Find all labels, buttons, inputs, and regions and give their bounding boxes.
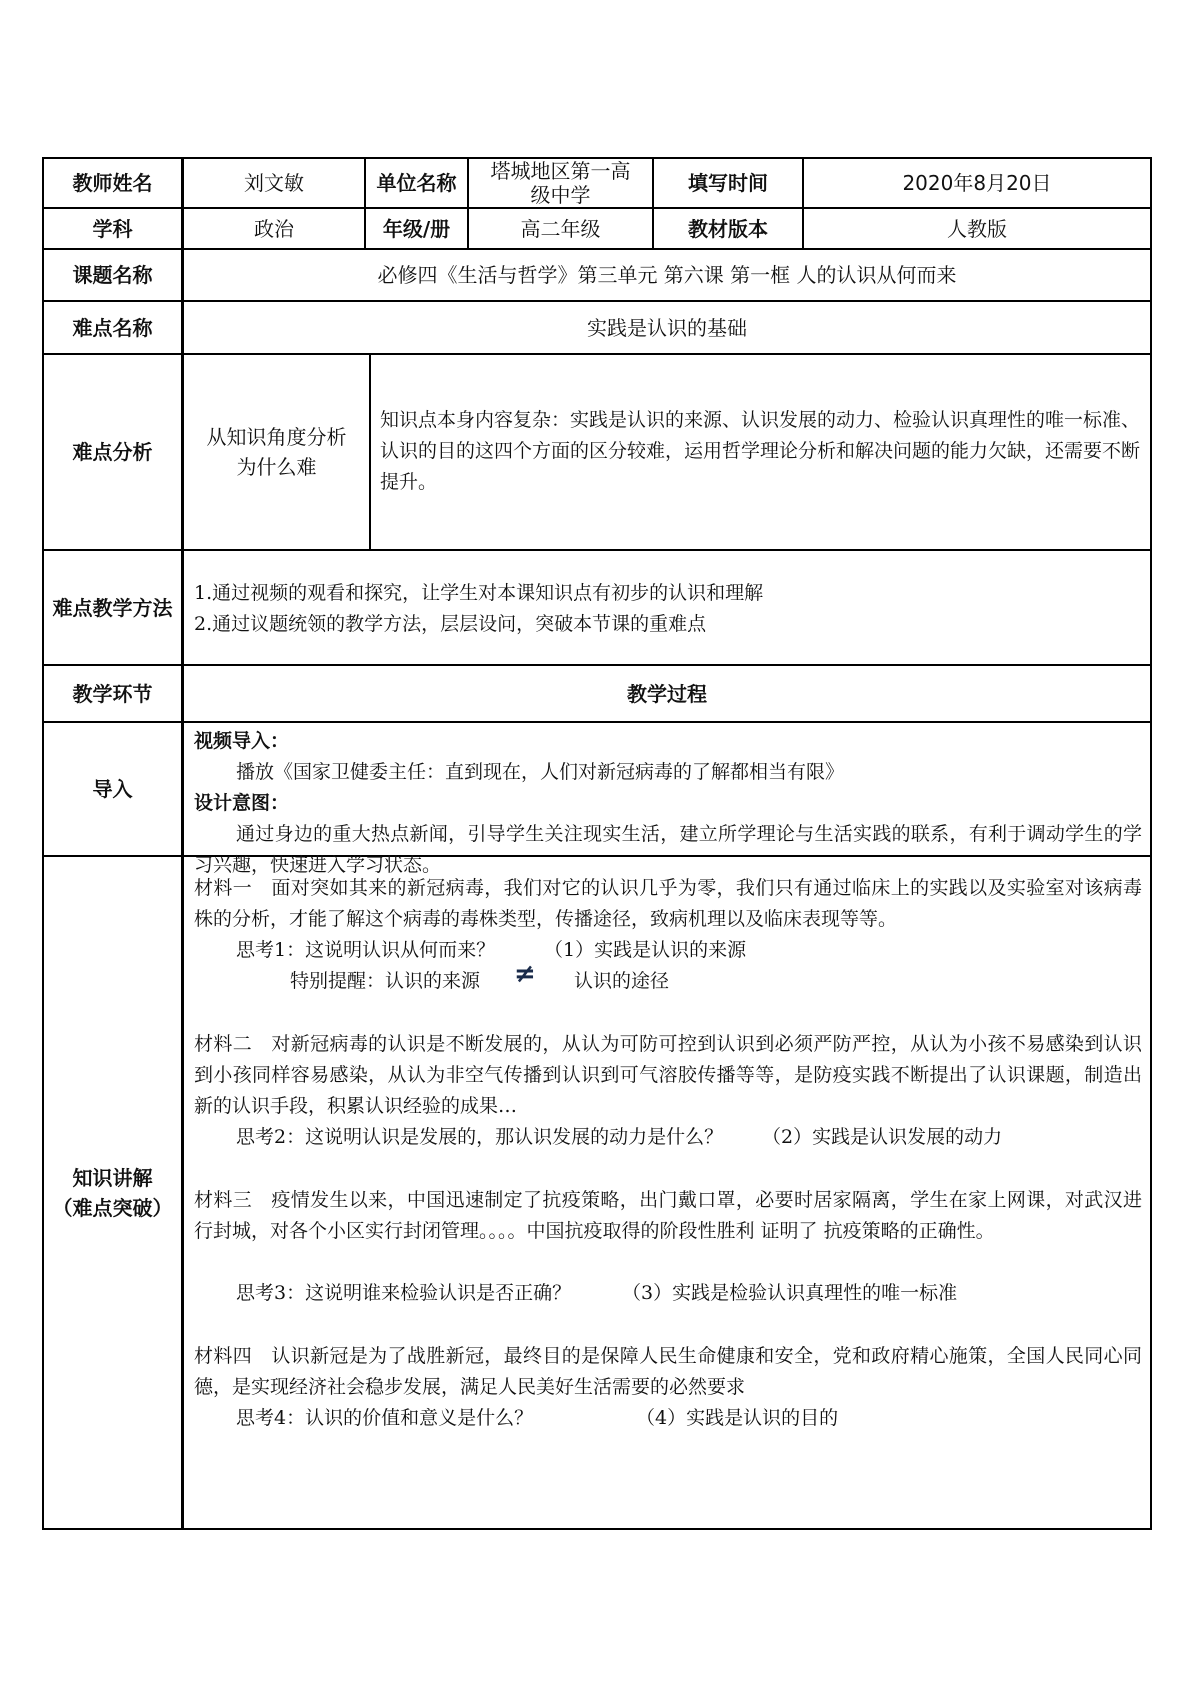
date-label: 填写时间 [688,171,768,195]
process-label: 教学过程 [627,681,707,706]
col-divider [369,354,371,550]
question-1: 思考1：这说明认识从何而来？ [236,939,496,961]
topic-value: 必修四《生活与哲学》第三单元 第六课 第一框 人的认识从何而来 [377,263,957,287]
unit-name: 塔城地区第一高级中学 [490,159,631,207]
unit-label: 单位名称 [376,171,457,195]
date-value: 2020年8月20日 [902,171,1052,195]
material-2: 材料二 对新冠病毒的认识是不断发展的，从认为可防可控到认识到必须严防严控，从认为小孩不易感染到认识到小孩同样容易感染，从认为非空气传播到认识到可气溶胶传播等等，是防疫实践不断提出了认识课题，制造出新的认识手段，积累认识经验的成果… [194,1033,1142,1117]
teacher-name: 刘文敏 [244,171,304,195]
topic-label: 课题名称 [72,263,153,287]
question-4: 思考4：认识的价值和意义是什么？ [236,1407,534,1429]
analysis-label: 难点分析 [72,440,153,464]
design-intent-text: 通过身边的重大热点新闻，引导学生关注现实生活，建立所学理论与生活实践的联系，有利于调动学生的学习兴趣，快速进入学习状态。 [194,823,1142,876]
row-divider [44,721,1150,723]
subject-label: 学科 [92,216,133,241]
note-source: 特别提醒：认识的来源 [290,970,481,992]
knowledge-label-line-2: （难点突破） [52,1195,173,1220]
question-3: 思考3：这说明谁来检验认识是否正确？ [236,1282,572,1304]
material-4: 材料四 认识新冠是为了战胜新冠，最终目的是保障人民生命健康和安全，党和政府精心施策，全国人民同心同德，是实现经济社会稳步发展，满足人民美好生活需要的必然要求 [194,1345,1142,1398]
design-intent-title: 设计意图： [194,792,290,814]
stage-label: 教学环节 [72,681,153,706]
grade-value: 高二年级 [520,216,601,241]
difficulty-value: 实践是认识的基础 [587,315,747,340]
grade-label: 年级/册 [382,216,451,241]
edition-value: 人教版 [947,216,1007,241]
analysis-text: 知识点本身内容复杂：实践是认识的来源、认识发展的动力、检验认识真理性的唯一标准、认识的目的这四个方面的区分较难，运用哲学理论分析和解决问题的能力欠缺，还需要不断提升。 [380,409,1141,493]
question-2: 思考2：这说明认识是发展的，那认识发展的动力是什么？ [236,1126,724,1148]
material-1: 材料一 面对突如其来的新冠病毒，我们对它的认识几乎为零，我们只有通过临床上的实践以及实验室对该病毒株的分析，才能了解这个病毒的毒株类型，传播途径，致病机理以及临床表现等等。 [194,877,1142,930]
method-item-2: 2.通过议题统领的教学方法，层层设问，突破本节课的重难点 [194,613,707,635]
knowledge-label [44,857,181,1528]
difficulty-label: 难点名称 [72,315,153,340]
analysis-subheading: 从知识角度分析为什么难 [206,425,347,479]
row-divider [44,549,1150,551]
subject-value: 政治 [254,216,294,241]
answer-4: （4）实践是认识的目的 [636,1407,839,1429]
answer-2: （2）实践是认识发展的动力 [762,1126,1003,1148]
teacher-label: 教师姓名 [72,171,153,195]
answer-1: （1）实践是认识的来源 [544,939,747,961]
method-label: 难点教学方法 [52,595,173,620]
video-intro-title: 视频导入： [194,730,290,752]
note-route: 认识的途径 [574,970,670,992]
lesson-plan-table [42,157,1152,1530]
not-equal-icon: ≠ [514,959,536,989]
material-3: 材料三 疫情发生以来，中国迅速制定了抗疫策略，出门戴口罩，必要时居家隔离，学生在家上网课，对武汉进行封城，对各个小区实行封闭管理。。。。中国抗疫取得的阶段性胜利 证明了 抗疫策略的正确性。 [194,1189,1142,1242]
edition-label: 教材版本 [688,216,768,241]
intro-label: 导入 [92,777,133,801]
answer-3: （3）实践是检验认识真理性的唯一标准 [622,1282,958,1304]
video-intro-text: 播放《国家卫健委主任：直到现在，人们对新冠病毒的了解都相当有限》 [236,761,845,783]
method-item-1: 1.通过视频的观看和探究，让学生对本课知识点有初步的认识和理解 [194,582,764,604]
knowledge-label-line-1: 知识讲解 [72,1165,153,1190]
